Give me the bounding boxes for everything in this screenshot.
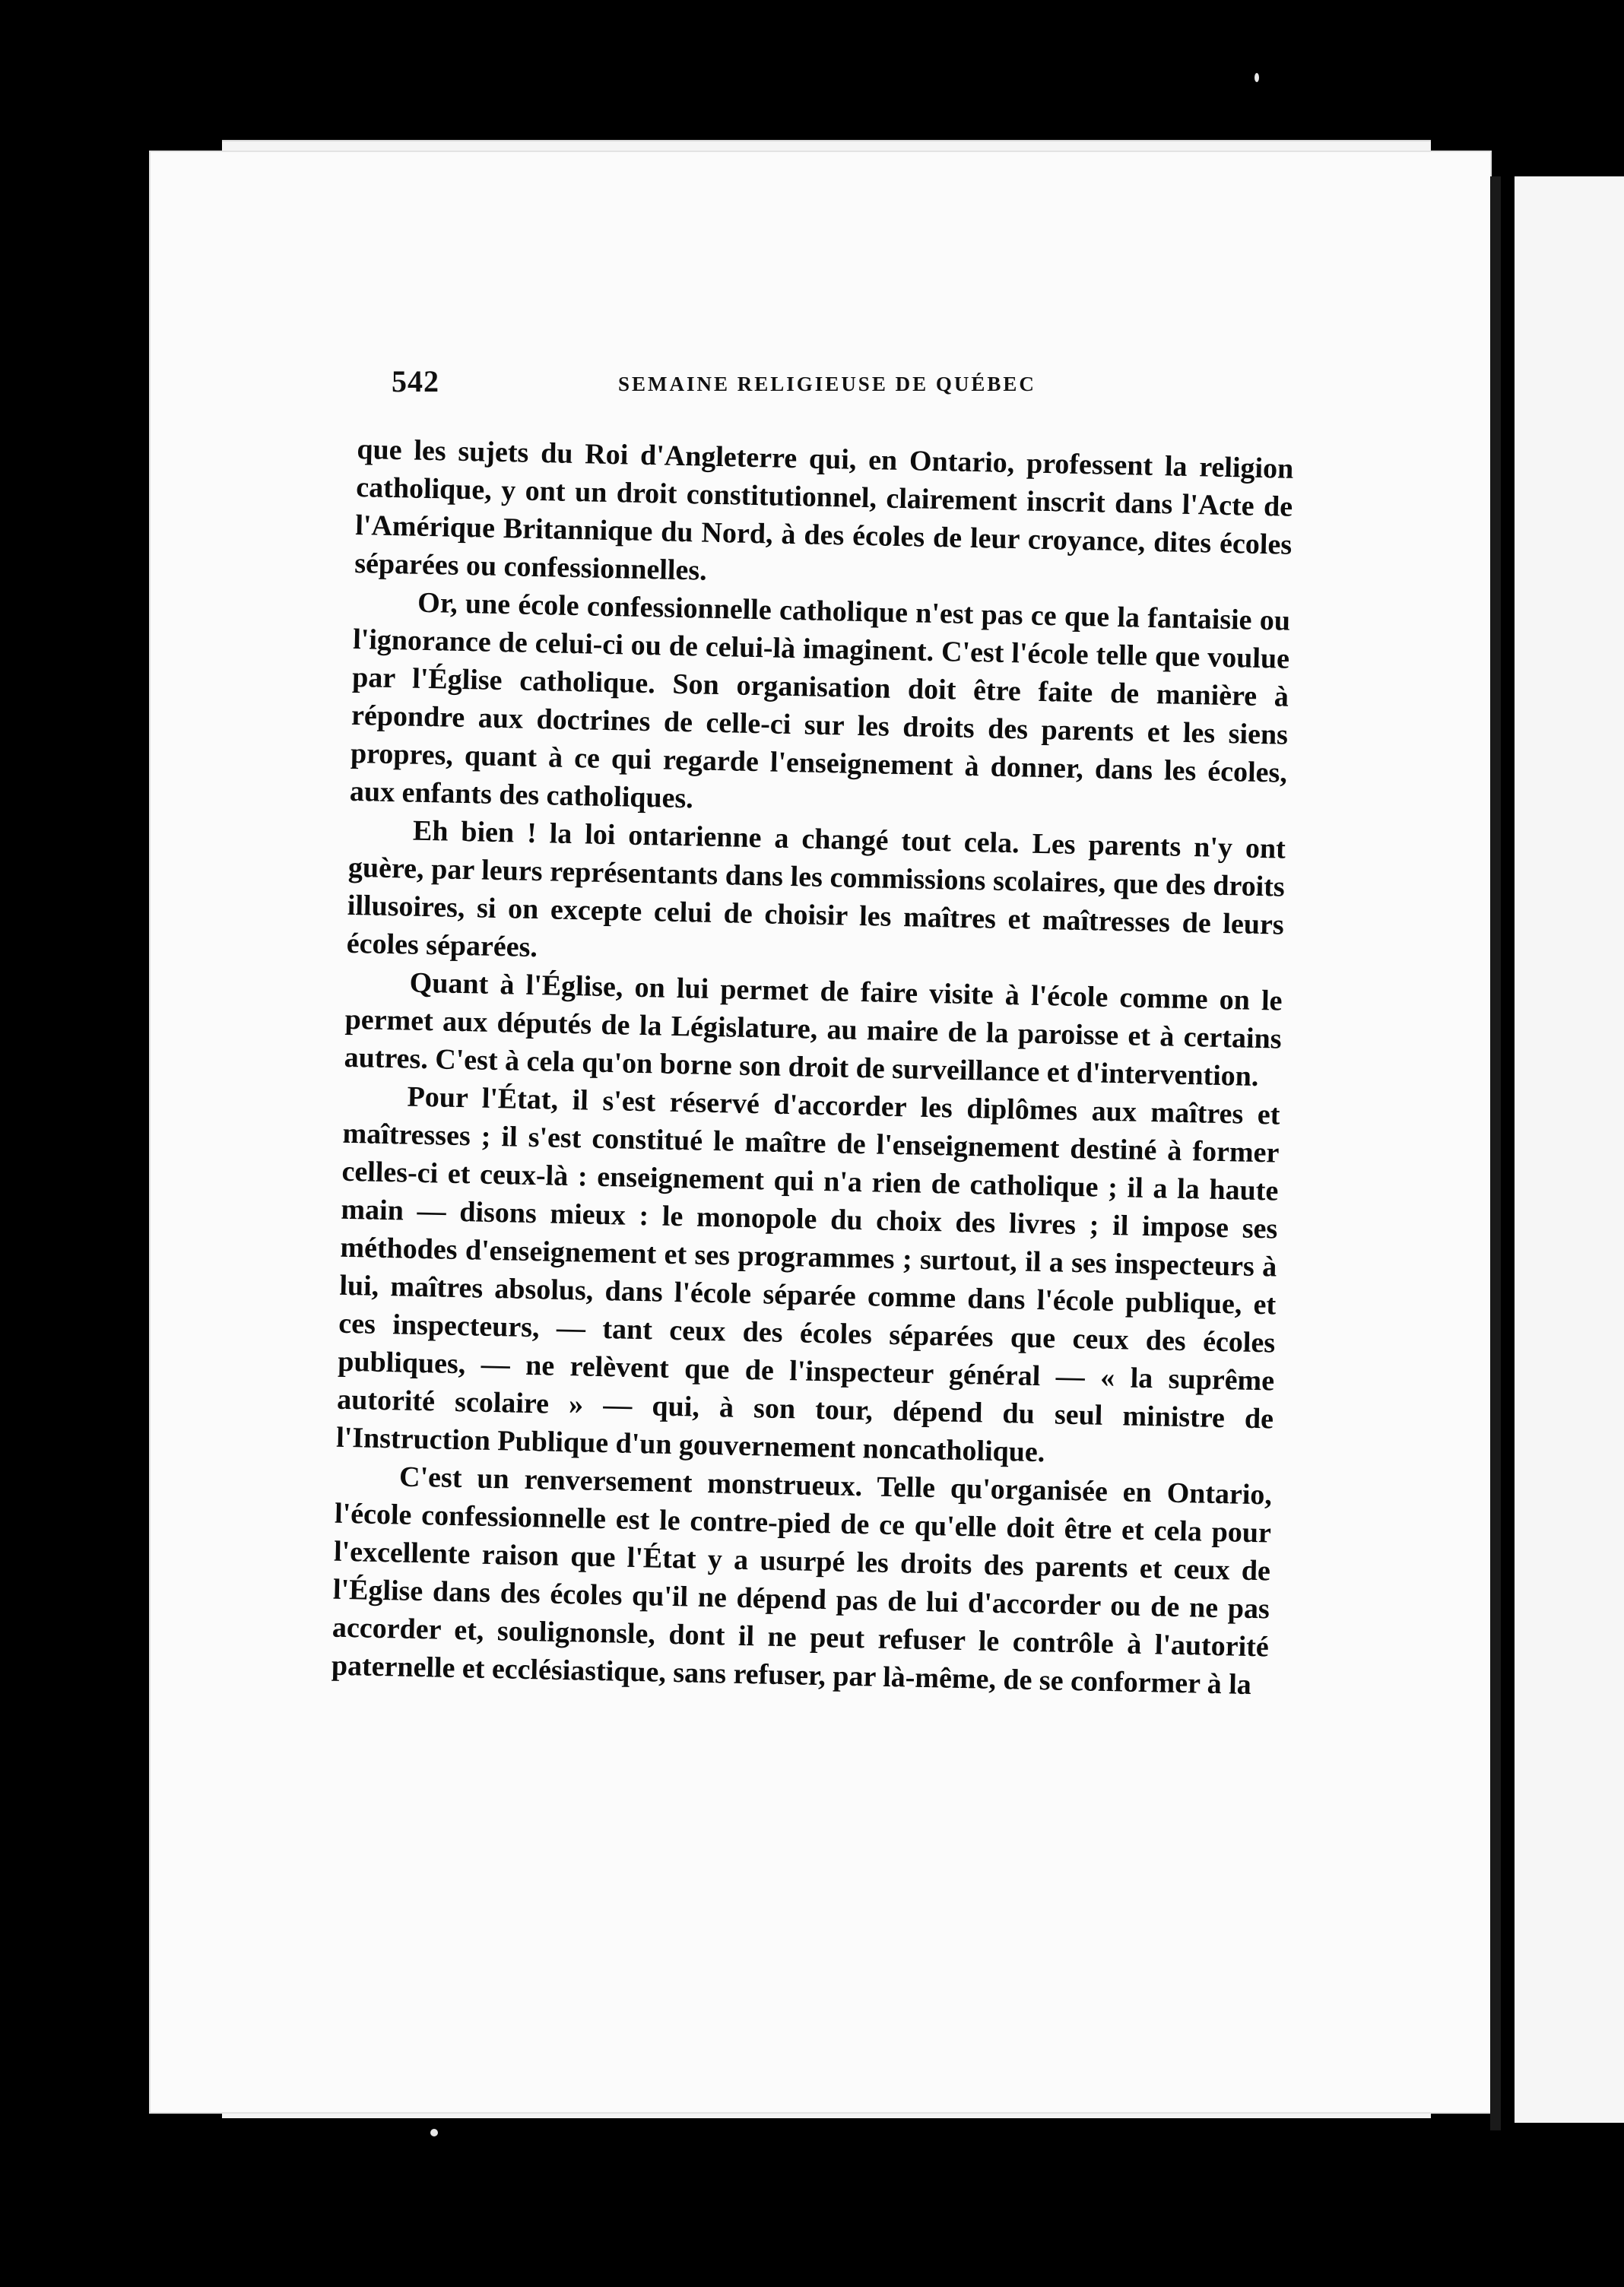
paragraph: Or, une école confessionnelle catholique n'est pas ce que la fantaisie ou l'ignorance de celui-ci ou de celui-là imaginent. C'est l'école telle que voulue par l'Église catholique. Son organisation doit être faite de manière à répondre aux doctrines de celle-ci sur les droits des parents et les siens propres, quant à ce qui regarde l'enseignement à donner, dans les écoles, aux enfants des catholiques. [349, 586, 1291, 815]
paragraph: C'est un renversement monstrueux. Telle qu'organisée en Ontario, l'école confessionnelle est le contre-pied de ce qu'elle doit être et cela pour l'excellente raison que l'État y a usurpé les droits des parents et ceux de l'Église dans des écoles qu'il ne dépend pas de lui d'accorder ou de ne pas accorder et, soulignonsle, dont il ne peut refuser le contrôle à l'autorité paternelle et ecclésiastique, sans refuser, par là-même, de se conformer à la [331, 1461, 1273, 1701]
body-text [331, 430, 1293, 1704]
paragraph: Eh bien ! la loi ontarienne a changé tout cela. Les parents n'y ont guère, par leurs représentants dans les commissions scolaires, que des droits illusoires, si on excepte celui de choisir les maîtres et maîtresses de leurs écoles séparées. [346, 814, 1286, 964]
page-header [392, 363, 1304, 409]
scan-speck [430, 2129, 438, 2136]
paragraph: que les sujets du Roi d'Angleterre qui, en Ontario, professent la religion catholique, y ont un droit constitutionnel, clairement inscrit dans l'Acte de l'Amérique Britannique du Nord, à des écoles de leur croyance, dites écoles séparées ou confessionnelles. [354, 433, 1294, 587]
page-number: 542 [392, 364, 439, 398]
running-head: SEMAINE RELIGIEUSE DE QUÉBEC [618, 373, 1036, 395]
scan-speck [1254, 73, 1259, 82]
facing-page-edge [1515, 176, 1624, 2123]
paragraph: Pour l'État, il s'est réservé d'accorder les diplômes aux maîtres et maîtresses ; il s'est constitué le maître de l'enseignement destiné à former celles-ci et ceux-là : enseignement qui n'a rien de catholique ; il a la haute main — disons mieux : le monopole du choix des livres ; il impose ses méthodes d'enseignement et ses programmes ; surtout, il a ses inspecteurs à lui, maîtres absolus, dans l'école séparée comme dans l'école publique, et ces inspecteurs, — tant ceux des écoles séparées que ceux des écoles publiques, — ne relèvent que de l'inspecteur général — « la suprême autorité scolaire » — qui, à son tour, dépend du seul ministre de l'Instruction Publique d'un gouvernement noncatholique. [335, 1080, 1280, 1469]
page-edge-shadow [1490, 176, 1501, 2130]
paragraph: Quant à l'Église, on lui permet de faire visite à l'école comme on le permet aux députés de la Législature, au maire de la paroisse et à certains autres. C'est à cela qu'on borne son droit de surveillance et d'intervention. [344, 966, 1283, 1093]
